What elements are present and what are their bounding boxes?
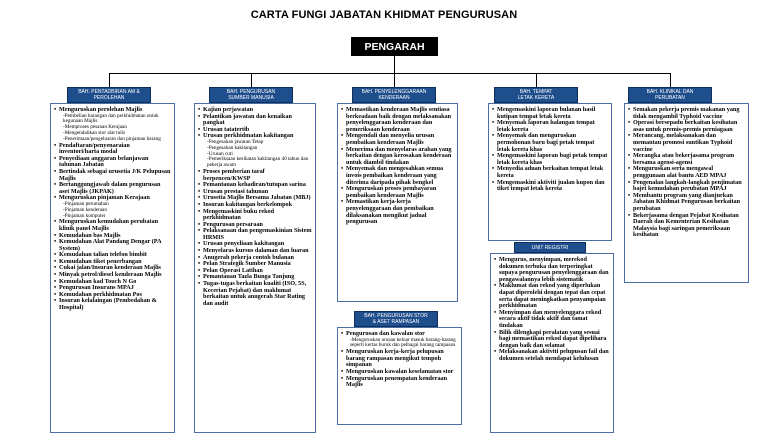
function-item: • Kemudahan tiket penerbangan bbox=[54, 259, 171, 266]
function-item: • Pemantauan Tazla Bunga Tanjung bbox=[198, 274, 312, 281]
function-item: • Menerima dan menyelaras arahan yang berkaitan dengan kerosakan kenderaan untuk diambil tindakan bbox=[341, 147, 454, 167]
function-item: • Mengurus, menyimpan, merekod dokumen terbuka dan terperingkat supaya pengurusan penyelenggaraan dan pengawalannya lebih sistematik bbox=[494, 257, 610, 283]
function-item: • Menyemak laporan halangan tempat letak kereta bbox=[492, 120, 608, 133]
function-list bbox=[198, 107, 312, 307]
function-item: • Pelan Operasi Latihan bbox=[198, 268, 312, 275]
function-item: • Menyemak dan mengesahkan semua invois pembaikan kenderaan yang diterima daripada pihak bengkel bbox=[341, 166, 454, 186]
function-item: • Proses pemberian taraf berpencen/KWSP bbox=[198, 169, 312, 182]
function-item: • Mengemaskini laporan bagi petak tempat letak kereta khas bbox=[492, 153, 608, 166]
function-item: • Pemantauan kehadiran/tutupan sarina bbox=[198, 182, 312, 189]
function-item: • Mengemaskini aktiviti jualan kupon dan tiket tempat letak kereta bbox=[492, 180, 608, 193]
function-item: • Menguruskan pinjaman Kerajaan bbox=[54, 195, 171, 202]
unit-header-registri bbox=[514, 242, 586, 253]
function-item: • Kemudahan talian telefon bimbit bbox=[54, 252, 171, 259]
function-item: • Menguruskan serta mengawal penggunaan alat bantu AED MPAJ bbox=[628, 166, 745, 179]
function-item: • Menyimpan dan menyelenggara rekod secara aktif tidak aktif dan tamat tindakan bbox=[494, 310, 610, 330]
function-subitem: -Pengesahan jawatan Tetap bbox=[207, 138, 264, 145]
function-subitem: -Menguruskan urusan keluar masuk barang-barang seperti kertas buruk dan pelbagai barang rampasan bbox=[350, 336, 456, 349]
function-item: • Bertindak sebagai urusetia J/K Pelupusan Majlis bbox=[54, 169, 171, 182]
function-item: • Urusetia Majlis Bersama Jabatan (MBJ) bbox=[198, 195, 312, 202]
function-item: • Bilik dilengkapi peralatan yang sesuai bagi memastikan rekod dapat dipelihara dengan baik dan selamat bbox=[494, 330, 610, 350]
unit-header-line: SUMBER MANUSIA bbox=[228, 95, 274, 101]
connector-drop-3 bbox=[394, 73, 395, 87]
function-item: • Merancang, melaksanakan dan memantau promosi suntikan Typhoid vaccine bbox=[628, 133, 745, 153]
function-item: • Menyelaras kursus dalaman dan luaran bbox=[198, 248, 312, 255]
function-list bbox=[341, 331, 458, 389]
function-list bbox=[628, 107, 745, 239]
unit-box-kenderaan bbox=[337, 103, 458, 302]
function-subitem: -Penerimaan/pengeluaran dan pinjaman barang bbox=[63, 135, 161, 142]
unit-header-letak-kereta bbox=[494, 87, 578, 103]
function-item: • Mengemaskini laporan bulanan hasil kutipan tempat letak kereta bbox=[492, 107, 608, 120]
function-item: • Mengemaskini buku rekod perkhidmatan bbox=[198, 209, 312, 222]
function-item: • Menguruskan kawalan keselamatan stor bbox=[341, 369, 458, 376]
function-item: • Penyediaan anggaran belanjawan tahunan Jabatan bbox=[54, 156, 171, 169]
function-item: • Anugerah pekerja contoh bulanan bbox=[198, 255, 312, 262]
function-item: • Menguruskan kemudahan perubatan klinik panel Majlis bbox=[54, 219, 171, 232]
function-item: • Maklumat dan rekod yang diperlukan dapat diperolehi dengan tepat dan cepat serta dapat meningkatkan penyampaian perkhidmatan bbox=[494, 283, 610, 309]
unit-header-pentadbiran bbox=[67, 87, 151, 103]
function-subitem: -Pembelian barangan dan perkhidmatan untuk kegunaan Majlis bbox=[63, 112, 159, 125]
function-item: • Menguruskan perolehan Majlis bbox=[54, 107, 171, 114]
connector-drop-4 bbox=[536, 73, 537, 87]
unit-header-stor bbox=[354, 311, 438, 327]
unit-box-registri bbox=[490, 253, 614, 433]
unit-box-klinikal bbox=[624, 103, 749, 283]
connector-drop-2 bbox=[251, 73, 252, 87]
function-item: • Pelaksanaan dan pengemaskinian Sistem HRMIS bbox=[198, 228, 312, 241]
connector-drop-1 bbox=[109, 73, 110, 87]
function-item: • Minyak petrol/diesel kenderaan Majlis bbox=[54, 272, 171, 279]
unit-header-line: BAH. PENYELENGGARAAN bbox=[361, 89, 427, 95]
function-item: • Mengendali dan menyelia urusan pembaikan kenderaan Majlis bbox=[341, 133, 454, 146]
function-item: • Urusan perkhidmatan kakitangan bbox=[198, 133, 312, 140]
connector-horizontal-bar bbox=[109, 73, 670, 74]
function-item: • Pengurusan dan kawalan stor bbox=[341, 331, 458, 338]
function-subitem: -Memproses pesanan Kerajaan bbox=[63, 124, 127, 131]
function-subitem: -Pinjaman perumahan bbox=[63, 200, 109, 207]
function-item: • Pendaftaran/penyenaraian inventori/harta modal bbox=[54, 143, 171, 156]
connector-drop-5 bbox=[670, 73, 671, 87]
function-item: • Bekerjasama dengan Pejabat Kesihatan Daerah dan Kementerian Kesihatan Malaysia bagi saringan pemeriksaan kesihatan bbox=[628, 213, 745, 239]
function-item: • Menguruskan penempatan kenderaan Majlis bbox=[341, 376, 458, 389]
function-subitem: -Pemeriksaan kesihatan kakitangan 40 tahun dan pekerja awam bbox=[207, 156, 309, 169]
function-item: • Urusan prestasi tahunan bbox=[198, 189, 312, 196]
function-item: • Merangka atau bekerjasama program bersama agensi-agensi bbox=[628, 153, 745, 166]
unit-header-line: LETAK KERETA bbox=[517, 95, 555, 101]
function-item: • Pengurusan Insurans MPAJ bbox=[54, 285, 171, 292]
function-item: • Cukai jalan/Insuran kenderaan Majlis bbox=[54, 265, 171, 272]
function-item: • Insuran kakitangan berkelompok bbox=[198, 202, 312, 209]
function-item: • Pengurusan persaraan bbox=[198, 222, 312, 229]
unit-header-line: & ASET RAMPASAN bbox=[372, 319, 420, 325]
function-subitem: -Urusan cuti bbox=[207, 150, 233, 157]
function-item: • Bertanggungjawab dalam pengurusan aset Majlis (JKPAK) bbox=[54, 182, 171, 195]
unit-header-line: UNIT REGISTRI bbox=[531, 244, 569, 251]
function-item: • Menguruskan kerja-kerja pelupusan barang rampasan mengikut tempoh simpanan bbox=[341, 349, 458, 369]
unit-header-line: BAH. PENGURUSAN bbox=[226, 89, 276, 95]
function-subitem: -Pengesahan kakitangan bbox=[207, 144, 258, 151]
function-list bbox=[341, 107, 454, 226]
function-item: • Menyedia aduan berkaitan tempat letak kereta bbox=[492, 166, 608, 179]
function-item: • Insuran kelalaingan (Pembedahan & Hospital) bbox=[54, 298, 171, 311]
unit-header-line: BAH. TEMPAT bbox=[519, 89, 553, 95]
unit-header-kenderaan bbox=[352, 87, 436, 103]
function-item: • Kajian perjawatan bbox=[198, 107, 312, 114]
function-list bbox=[54, 107, 171, 312]
function-item: • Kemudahan kad Touch N Go bbox=[54, 279, 171, 286]
function-item: • Kemudahan bas Majlis bbox=[54, 233, 171, 240]
function-subitem: -Pinjaman kenderaan bbox=[63, 206, 107, 213]
function-subitem: -Pinjaman komputer bbox=[63, 212, 106, 219]
unit-box-sumber-manusia bbox=[194, 103, 316, 433]
function-item: • Pelantikan jawatan dan kenaikan pangkat bbox=[198, 114, 312, 127]
function-subitem: -Mengendalikan stor alat tulis bbox=[63, 129, 126, 136]
function-item: • Tugas-tugas berkaitan kualiti (ISO, 5S, Kecerian Pejabat) dan maklumat berkaitan untuk anugerah Star Rating dan audit bbox=[198, 281, 312, 307]
function-item: • Urusan penyeliaan kakitangan bbox=[198, 241, 312, 248]
function-item: • Kemudahan Alat Pandang Dengar (PA System) bbox=[54, 239, 171, 252]
unit-header-line: BAH. KLINIKAL DAN bbox=[646, 89, 694, 95]
function-item: • Memastikan kenderaan Majlis sentiasa berkeadaan baik dengan melaksanakan penyelenggaraan kenderaan dan pemeriksaan kenderaan bbox=[341, 107, 454, 133]
unit-box-letak-kereta bbox=[488, 103, 612, 241]
unit-header-klinikal bbox=[628, 87, 712, 103]
unit-header-line: PERUBATAN bbox=[655, 95, 685, 101]
function-item: • Menguruskan proses pembayaran pembaikan kenderaan Majlis bbox=[341, 186, 454, 199]
function-list bbox=[494, 257, 610, 363]
function-item: • Kemudahan perkhidmatan Pos bbox=[54, 292, 171, 299]
unit-box-stor bbox=[337, 327, 462, 425]
function-item: • Memastikan kerja-kerja penyelenggaraan dan pembaikan dilaksanakan mengikut jadual pengurusan bbox=[341, 199, 454, 225]
function-item: • Menyemak dan menguruskan permohonan baru bagi petak tempat letak kereta khas bbox=[492, 133, 608, 153]
function-list bbox=[492, 107, 608, 193]
function-item: • Membantu program yang dianjurkan Jabatan Khidmat Pengurusan berkaitan perubatan bbox=[628, 193, 745, 213]
unit-header-line: KENDERAAN bbox=[378, 95, 410, 101]
unit-header-line: BAH. PENGURUSAN STOR bbox=[364, 313, 428, 319]
function-item: • Pengenalan langkah-langkah penjimatan bajet kemudahan perubatan MPAJ bbox=[628, 180, 745, 193]
page-title: CARTA FUNGI JABATAN KHIDMAT PENGURUSAN bbox=[250, 9, 518, 21]
function-item: • Melaksanakan aktiviti pelupusan fail dan dokumen setelah mendapat kelulusan bbox=[494, 349, 610, 362]
unit-header-line: PEROLEHAN bbox=[93, 95, 125, 101]
unit-box-pentadbiran bbox=[50, 103, 175, 433]
connector-root-down bbox=[394, 56, 395, 73]
unit-header-line: BAH. PENTADBIRAN AM & bbox=[78, 89, 140, 95]
function-item: • Urusan tatatertib bbox=[198, 127, 312, 134]
function-item: • Pelan Strategik Sumber Manusia bbox=[198, 261, 312, 268]
function-item: • Semakan pekerja premis makanan yang tidak mengambil Typhoid vaccine bbox=[628, 107, 745, 120]
unit-header-sumber-manusia bbox=[209, 87, 293, 103]
function-item: • Operasi bersepadu berkaitan kesihatan asas untuk premis-premis perniagaan bbox=[628, 120, 745, 133]
root-node-pengarah: PENGARAH bbox=[351, 37, 438, 56]
